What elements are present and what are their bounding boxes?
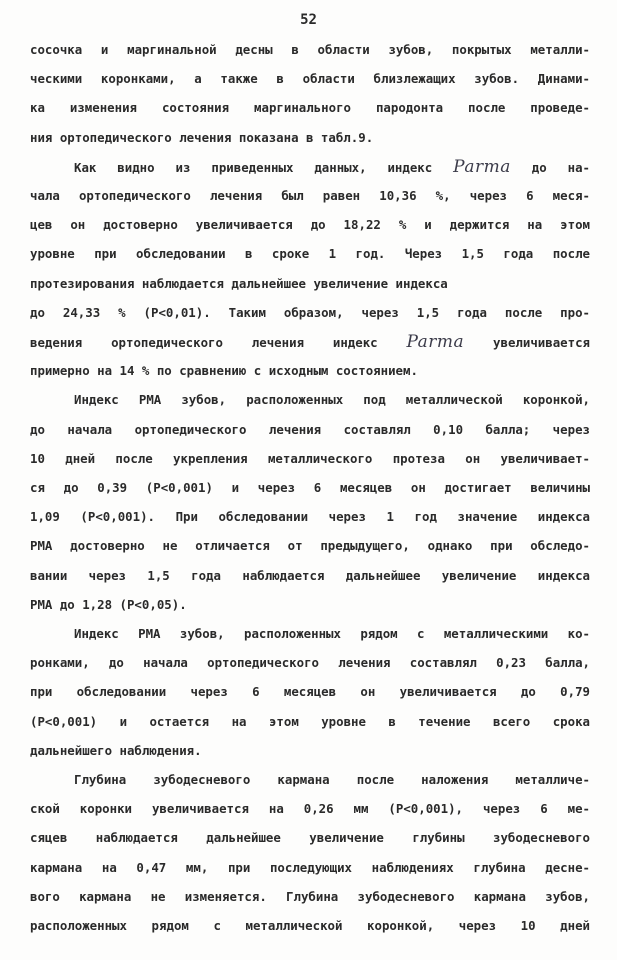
text-line: кармана на 0,47 мм, при последующих наблюдениях глубина десне- — [30, 859, 590, 875]
text-line: 1,09 (P<0,001). При обследовании через 1 год значение индекса — [30, 509, 590, 525]
text-line: при обследовании через 6 месяцев он увеличивается до 0,79 — [30, 684, 590, 700]
text-line: вого кармана не изменяется. Глубина зубодесневого кармана зубов, — [30, 888, 590, 904]
text-line: ской коронки увеличивается на 0,26 мм (P<0,001), через 6 ме- — [30, 801, 590, 817]
text-line: (P<0,001) и остается на этом уровне в течение всего срока — [30, 713, 590, 729]
text-segment: ведения ортопедического лечения индекс — [30, 335, 407, 350]
text-line: сосочка и маргинальной десны в области зубов, покрытых металли- — [30, 42, 590, 57]
text-line: Индекс PMA зубов, расположенных рядом с металлическими ко- — [74, 626, 590, 641]
text-line — [74, 153, 590, 181]
text-line: PMA достоверно не отличается от предыдущего, однако при обследо- — [30, 538, 590, 554]
text-line: ронками, до начала ортопедического лечения составлял 0,23 балла, — [30, 655, 590, 671]
text-segment: Как видно из приведенных данных, индекс — [74, 159, 454, 175]
text-segment: до на- — [510, 159, 590, 175]
text-segment: увеличивается — [464, 335, 590, 350]
text-line: цев он достоверно увеличивается до 18,22 % и держится на этом — [30, 217, 590, 233]
text-line: уровне при обследовании в сроке 1 год. Через 1,5 года после — [30, 246, 590, 262]
handwritten-index-name: Parma — [453, 156, 511, 177]
text-line: примерно на 14 % по сравнению с исходным состоянием. — [30, 363, 418, 379]
text-line: Индекс PMA зубов, расположенных под металлической коронкой, — [74, 392, 590, 408]
text-line: расположенных рядом с металлической коронкой, через 10 дней — [30, 918, 590, 933]
text-line — [30, 328, 590, 356]
text-line: ния ортопедического лечения показана в табл.9. — [30, 129, 374, 145]
text-line: дальнейшего наблюдения. — [30, 742, 202, 758]
text-line: до 24,33 % (P<0,01). Таким образом, через 1,5 года после про- — [30, 304, 590, 320]
text-line: ся до 0,39 (P<0,001) и через 6 месяцев он достигает величины — [30, 480, 590, 495]
text-line: ческими коронками, а также в области близлежащих зубов. Динами- — [30, 71, 590, 87]
text-line: PMA до 1,28 (P<0,05). — [30, 596, 187, 612]
text-line: вании через 1,5 года наблюдается дальнейшее увеличение индекса — [30, 567, 590, 583]
text-line: 10 дней после укрепления металлического протеза он увеличивает- — [30, 450, 590, 466]
page-number: 52 — [300, 12, 317, 28]
text-line: Глубина зубодесневого кармана после наложения металличе- — [74, 772, 590, 787]
handwritten-index-name: Parma — [406, 332, 465, 352]
text-line: ка изменения состояния маргинального пародонта после проведе- — [30, 100, 590, 116]
text-line: чала ортопедического лечения был равен 10,36 %, через 6 меся- — [30, 188, 590, 203]
text-line: сяцев наблюдается дальнейшее увеличение глубины зубодесневого — [30, 830, 590, 846]
text-line: до начала ортопедического лечения составлял 0,10 балла; через — [30, 421, 590, 437]
text-line: протезирования наблюдается дальнейшее увеличение индекса — [30, 275, 448, 291]
